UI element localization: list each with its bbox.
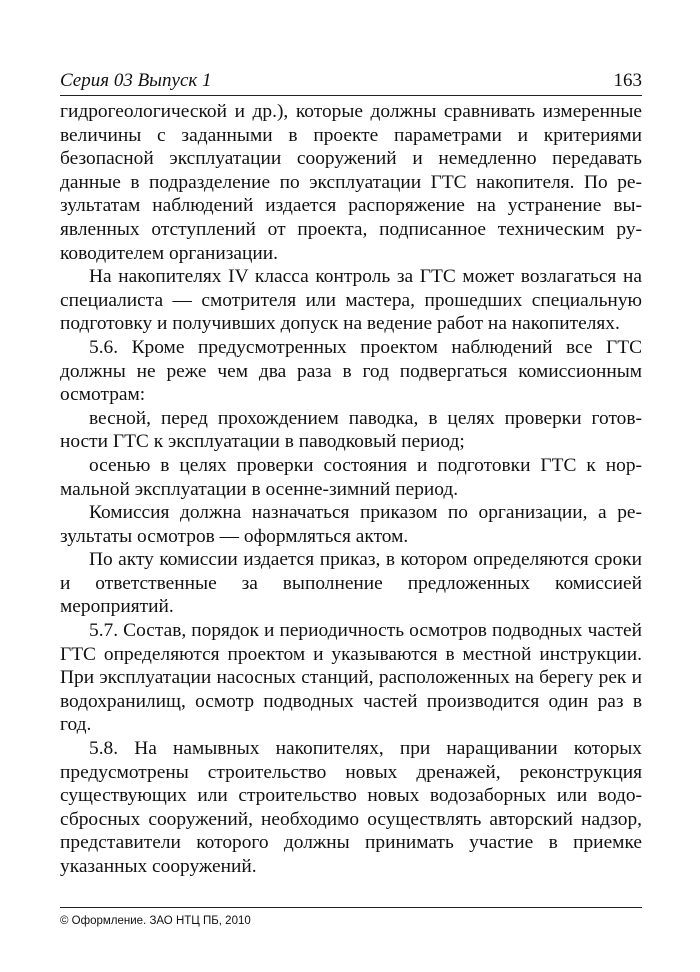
running-header xyxy=(60,70,642,96)
paragraph-continuation: гидрогеологической и др.), которые должны сравнивать измеренные величины с заданными в проекте параметрами и критериями безопасной эксплуатации сооружений и немедленно передавать данные в подразделение по эксплуатации ГТС накопителя. По результатам наблюдений издается распоряжение на устранение выявленных отступлений от проекта, подписанное техническим руководителем организации. xyxy=(60,101,642,264)
paragraph-5-8: 5.8. На намывных накопителях, при наращивании которых предусмотрены строительство новых дренажей, реконструкция существующих или строительство новых водозаборных или водосбросных сооружений, необходимо осуществлять авторский надзор, представители которого должны принимать участие в приемке указанных сооружений. xyxy=(60,738,642,877)
footer-divider xyxy=(60,907,642,908)
page-footer xyxy=(60,907,642,928)
paragraph-spring: весной, перед прохождением паводка, в целях проверки готовности ГТС к эксплуатации в паводковый период; xyxy=(60,407,642,453)
paragraph-autumn: осенью в целях проверки состояния и подготовки ГТС к нормальной эксплуатации в осенне-зимний период. xyxy=(60,454,642,500)
document-page xyxy=(60,70,642,879)
paragraph-commission: Комиссия должна назначаться приказом по организации, а результаты осмотров — оформляться актом. xyxy=(60,502,642,547)
body-text xyxy=(60,100,642,879)
series-title: Серия 03 Выпуск 1 xyxy=(60,70,212,91)
footer-copyright: © Оформление. ЗАО НТЦ ПБ, 2010 xyxy=(60,915,251,927)
page-number: 163 xyxy=(613,70,642,91)
paragraph-5-6: 5.6. Кроме предусмотренных проектом наблюдений все ГТС должны не реже чем два раза в год подвергаться комиссионным осмотрам: xyxy=(60,336,642,406)
paragraph-class-iv: На накопителях IV класса контроль за ГТС может возлагаться на специалиста — смотрителя или мастера, прошедших специальную подготовку и получивших допуск на ведение работ на накопителях. xyxy=(60,266,642,335)
paragraph-order: По акту комиссии издается приказ, в котором определяются сроки и ответственные за выполнение предложенных комиссией мероприятий. xyxy=(60,549,642,618)
paragraph-5-7: 5.7. Состав, порядок и периодичность осмотров подводных частей ГТС определяются проектом и указываются в местной инструкции. При эксплуатации насосных станций, расположенных на берегу рек и водохранилищ, осмотр подводных частей производится один раз в год. xyxy=(60,620,642,736)
